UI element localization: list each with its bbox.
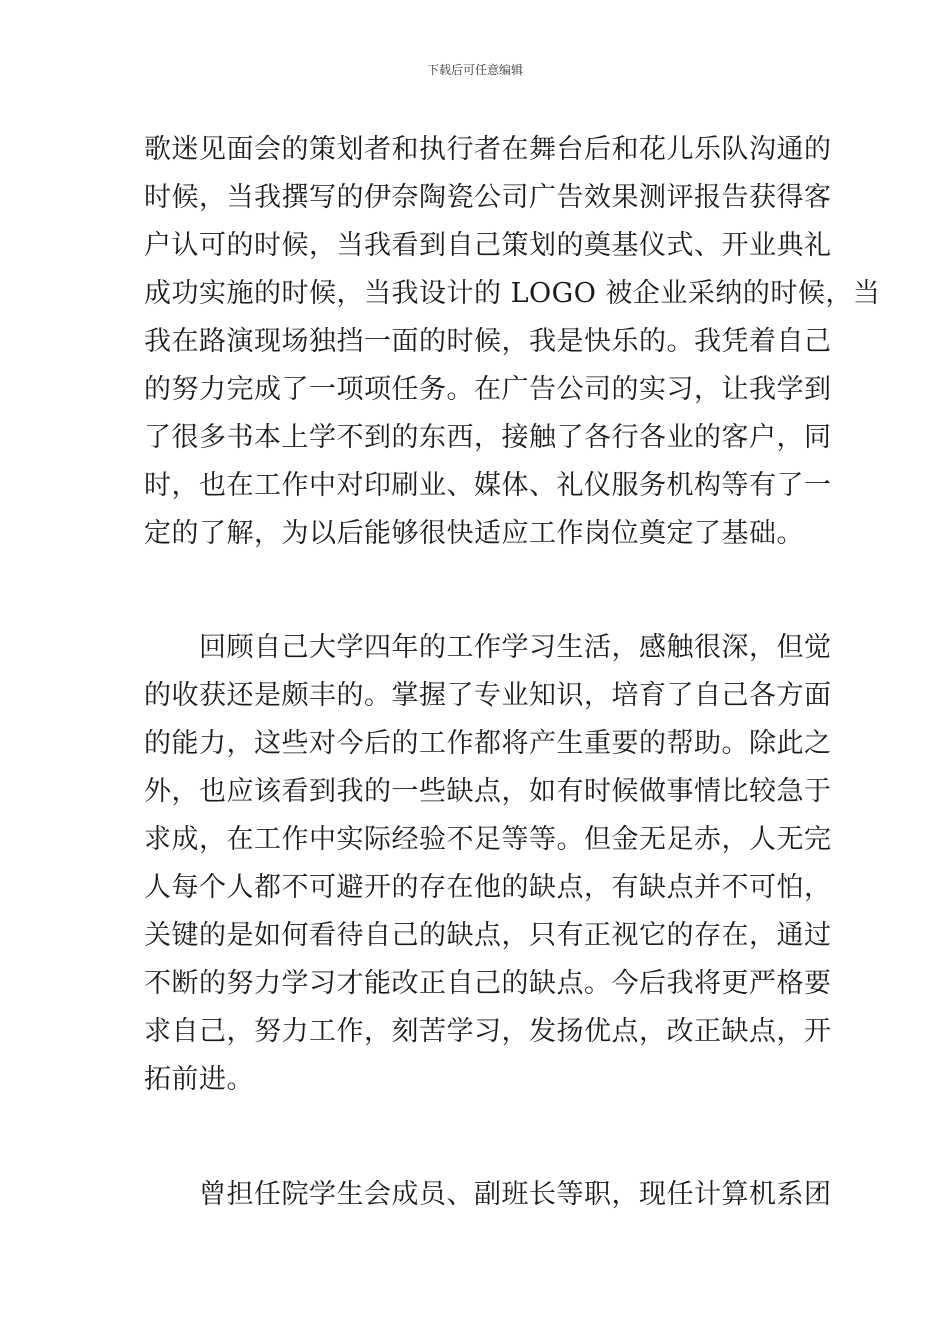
text-line: 定的了解，为以后能够很快适应工作岗位奠定了基础。 (144, 518, 804, 549)
text-line: 我在路演现场独挡一面的时候，我是快乐的。我凭着自己 (144, 326, 832, 357)
text-line: 曾担任院学生会成员、副班长等职，现任计算机系团 (144, 1179, 832, 1210)
text-line: 时，也在工作中对印刷业、媒体、礼仪服务机构等有了一 (144, 470, 832, 501)
text-line: 户认可的时候，当我看到自己策划的奠基仪式、开业典礼 (144, 230, 832, 261)
text-line: 求自己，努力工作，刻苦学习，发扬优点，改正缺点，开 (144, 1016, 832, 1047)
text-line: 关键的是如何看待自己的缺点，只有正视它的存在，通过 (144, 920, 832, 951)
text-line: 时候，当我撰写的伊奈陶瓷公司广告效果测评报告获得客 (144, 182, 832, 213)
paragraph-internship (144, 126, 881, 558)
text-line: 成功实施的时候，当我设计的 LOGO 被企业采纳的时候，当 (144, 278, 881, 309)
text-line: 回顾自己大学四年的工作学习生活，感触很深，但觉 (144, 632, 832, 663)
paragraph-positions (144, 1171, 832, 1219)
text-line: 的努力完成了一项项任务。在广告公司的实习，让我学到 (144, 374, 832, 405)
text-line: 外，也应该看到我的一些缺点，如有时候做事情比较急于 (144, 776, 832, 807)
text-line: 的能力，这些对今后的工作都将产生重要的帮助。除此之 (144, 728, 832, 759)
text-line: 歌迷见面会的策划者和执行者在舞台后和花儿乐队沟通的 (144, 134, 832, 165)
text-line: 了很多书本上学不到的东西，接触了各行各业的客户，同 (144, 422, 832, 453)
text-line: 拓前进。 (144, 1064, 254, 1095)
text-line: 求成，在工作中实际经验不足等等。但金无足赤，人无完 (144, 824, 832, 855)
paragraph-review (144, 624, 832, 1104)
page-header: 下载后可任意编辑 (426, 63, 523, 77)
text-line: 人每个人都不可避开的存在他的缺点，有缺点并不可怕， (144, 872, 832, 903)
text-line: 的收获还是颇丰的。掌握了专业知识，培育了自己各方面 (144, 680, 832, 711)
text-line: 不断的努力学习才能改正自己的缺点。今后我将更严格要 (144, 968, 832, 999)
